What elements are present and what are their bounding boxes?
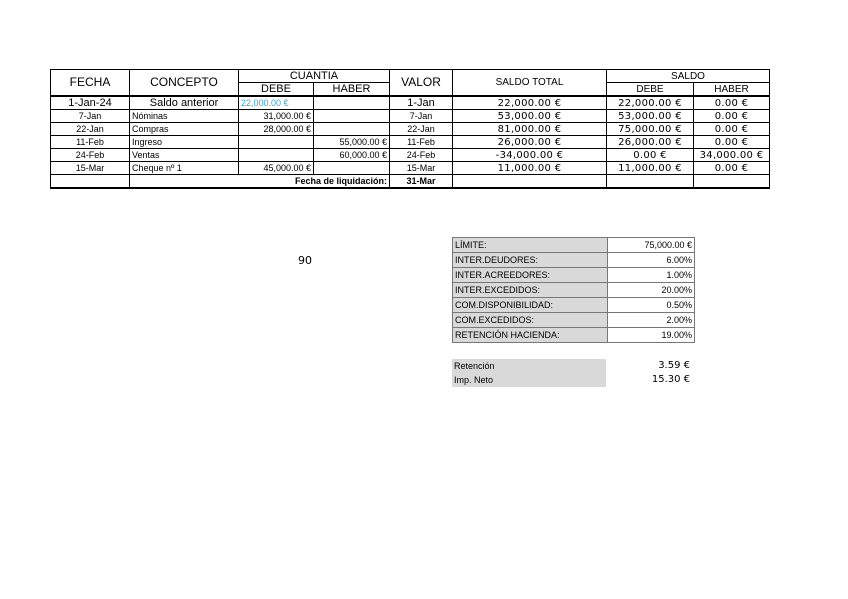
cell-haber: 60,000.00 € bbox=[314, 149, 390, 162]
cell-fecha: 24-Feb bbox=[51, 149, 130, 162]
param-row bbox=[453, 253, 695, 268]
param-label: RETENCIÓN HACIENDA: bbox=[453, 328, 608, 343]
cell-empty bbox=[453, 175, 607, 189]
cell-saldo-haber: 0.00 € bbox=[694, 96, 770, 110]
cell-fecha: 1-Jan-24 bbox=[51, 96, 130, 110]
param-value: 2.00% bbox=[608, 313, 695, 328]
table-row bbox=[51, 110, 770, 123]
cell-fecha: 7-Jan bbox=[51, 110, 130, 123]
cell-valor: 7-Jan bbox=[390, 110, 453, 123]
cell-empty bbox=[51, 175, 130, 189]
cell-haber: 55,000.00 € bbox=[314, 136, 390, 149]
param-row bbox=[453, 268, 695, 283]
param-row bbox=[453, 328, 695, 343]
param-label: INTER.ACREEDORES: bbox=[453, 268, 608, 283]
cell-fecha: 22-Jan bbox=[51, 123, 130, 136]
cell-debe bbox=[239, 149, 314, 162]
param-value: 20.00% bbox=[608, 283, 695, 298]
param-label: INTER.EXCEDIDOS: bbox=[453, 283, 608, 298]
header-cuantia: CUANTIA bbox=[239, 70, 390, 83]
cell-concepto: Nóminas bbox=[130, 110, 239, 123]
cell-saldo-haber: 34,000.00 € bbox=[694, 149, 770, 162]
cell-saldo-haber: 0.00 € bbox=[694, 136, 770, 149]
cell-saldo-total: 11,000.00 € bbox=[453, 162, 607, 175]
cell-haber bbox=[314, 110, 390, 123]
cell-saldo-debe: 26,000.00 € bbox=[607, 136, 694, 149]
header-saldo: SALDO bbox=[607, 70, 770, 83]
cell-concepto: Compras bbox=[130, 123, 239, 136]
table-row bbox=[51, 96, 770, 110]
cell-concepto: Saldo anterior bbox=[130, 96, 239, 110]
cell-saldo-haber: 0.00 € bbox=[694, 123, 770, 136]
cell-saldo-debe: 75,000.00 € bbox=[607, 123, 694, 136]
cell-saldo-haber: 0.00 € bbox=[694, 110, 770, 123]
ledger-table bbox=[50, 69, 770, 189]
param-value: 19.00% bbox=[608, 328, 695, 343]
liquidacion-value: 31-Mar bbox=[390, 175, 453, 189]
param-row bbox=[453, 283, 695, 298]
result-label: Imp. Neto bbox=[452, 373, 606, 387]
cell-debe: 45,000.00 € bbox=[239, 162, 314, 175]
header-valor: VALOR bbox=[390, 70, 453, 97]
table-row bbox=[51, 162, 770, 175]
cell-saldo-total: 53,000.00 € bbox=[453, 110, 607, 123]
result-value: 3.59 € bbox=[658, 360, 690, 371]
header-saldo-debe: DEBE bbox=[607, 83, 694, 97]
liquidacion-row bbox=[51, 175, 770, 189]
param-label: LÍMITE: bbox=[453, 238, 608, 253]
param-label: INTER.DEUDORES: bbox=[453, 253, 608, 268]
param-value: 75,000.00 € bbox=[608, 238, 695, 253]
param-value: 6.00% bbox=[608, 253, 695, 268]
param-value: 0.50% bbox=[608, 298, 695, 313]
cell-saldo-debe: 53,000.00 € bbox=[607, 110, 694, 123]
cell-debe: 22,000.00 € bbox=[239, 96, 314, 110]
table-row bbox=[51, 136, 770, 149]
cell-saldo-total: 22,000.00 € bbox=[453, 96, 607, 110]
cell-saldo-total: 26,000.00 € bbox=[453, 136, 607, 149]
param-label: COM.DISPONIBILIDAD: bbox=[453, 298, 608, 313]
param-row bbox=[453, 313, 695, 328]
cell-saldo-debe: 0.00 € bbox=[607, 149, 694, 162]
cell-valor: 11-Feb bbox=[390, 136, 453, 149]
cell-saldo-total: -34,000.00 € bbox=[453, 149, 607, 162]
result-value: 15.30 € bbox=[651, 374, 690, 385]
cell-saldo-debe: 11,000.00 € bbox=[607, 162, 694, 175]
result-row bbox=[452, 373, 692, 387]
header-debe: DEBE bbox=[239, 83, 314, 97]
cell-debe bbox=[239, 136, 314, 149]
cell-concepto: Ingreso bbox=[130, 136, 239, 149]
cell-empty bbox=[607, 175, 694, 189]
cell-haber bbox=[314, 123, 390, 136]
header-saldo-total: SALDO TOTAL bbox=[453, 70, 607, 97]
cell-concepto: Ventas bbox=[130, 149, 239, 162]
cell-valor: 1-Jan bbox=[390, 96, 453, 110]
cell-valor: 22-Jan bbox=[390, 123, 453, 136]
cell-saldo-total: 81,000.00 € bbox=[453, 123, 607, 136]
header-saldo-haber: HABER bbox=[694, 83, 770, 97]
header-fecha: FECHA bbox=[51, 70, 130, 97]
param-label: COM.EXCEDIDOS: bbox=[453, 313, 608, 328]
cell-debe: 31,000.00 € bbox=[239, 110, 314, 123]
cell-concepto: Cheque nº 1 bbox=[130, 162, 239, 175]
param-row bbox=[453, 298, 695, 313]
cell-saldo-haber: 0.00 € bbox=[694, 162, 770, 175]
cell-haber bbox=[314, 162, 390, 175]
header-haber: HABER bbox=[314, 83, 390, 97]
cell-saldo-debe: 22,000.00 € bbox=[607, 96, 694, 110]
cell-debe: 28,000.00 € bbox=[239, 123, 314, 136]
table-row bbox=[51, 123, 770, 136]
cell-fecha: 15-Mar bbox=[51, 162, 130, 175]
results-table bbox=[452, 359, 692, 387]
result-row bbox=[452, 359, 692, 373]
cell-valor: 15-Mar bbox=[390, 162, 453, 175]
cell-fecha: 11-Feb bbox=[51, 136, 130, 149]
result-label: Retención bbox=[452, 359, 606, 373]
liquidacion-label: Fecha de liquidación: bbox=[130, 175, 390, 189]
stray-number: 90 bbox=[298, 254, 312, 267]
param-row bbox=[453, 238, 695, 253]
parameters-table bbox=[452, 237, 695, 343]
cell-haber bbox=[314, 96, 390, 110]
header-row-1 bbox=[51, 70, 770, 83]
param-value: 1.00% bbox=[608, 268, 695, 283]
cell-empty bbox=[694, 175, 770, 189]
table-row bbox=[51, 149, 770, 162]
header-concepto: CONCEPTO bbox=[130, 70, 239, 97]
cell-valor: 24-Feb bbox=[390, 149, 453, 162]
